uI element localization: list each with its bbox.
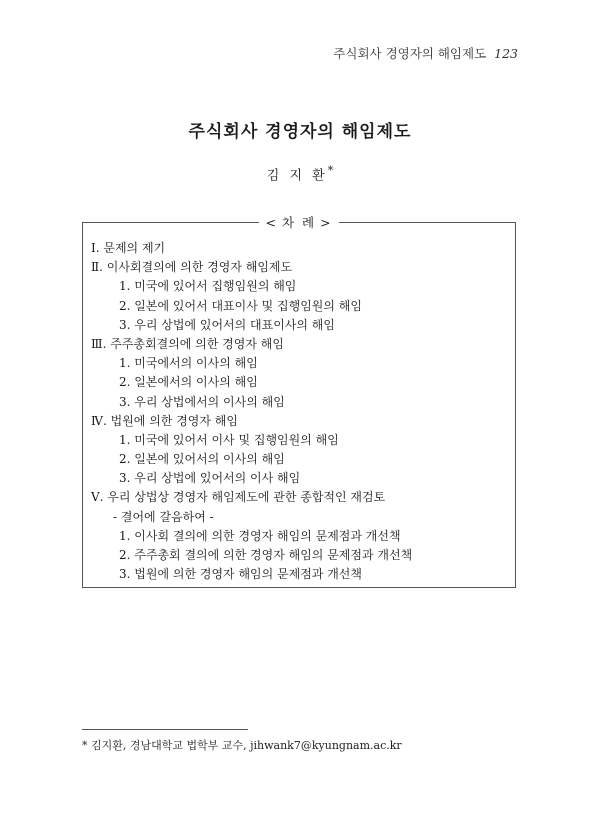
toc-subsection: 3. 우리 상법에 있어서의 이사 해임 (119, 471, 301, 486)
toc-section: Ⅴ. 우리 상법상 경영자 해임제도에 관한 종합적인 재검토 (91, 490, 386, 505)
running-head-title: 주식회사 경영자의 해임제도 (333, 46, 487, 61)
toc-subsection: 1. 이사회 결의에 의한 경영자 해임의 문제점과 개선책 (119, 528, 401, 543)
toc-caption-text (259, 215, 338, 230)
toc-subsection: 2. 일본에서의 이사의 해임 (119, 375, 258, 390)
toc-subsection: 3. 법원에 의한 경영자 해임의 문제점과 개선책 (119, 567, 362, 582)
toc-caption (83, 212, 515, 231)
footnote: * 김지환, 경남대학교 법학부 교수, jihwank7@kyungnam.ac.kr (82, 739, 402, 752)
toc-subtitle: - 결어에 갈음하여 - (113, 509, 214, 524)
toc-section: Ⅳ. 법원에 의한 경영자 해임 (91, 413, 238, 428)
toc-subsection: 3. 우리 상법에 있어서의 대표이사의 해임 (119, 317, 335, 332)
toc-subsection: 1. 미국에 있어서 집행임원의 해임 (119, 279, 297, 294)
toc-subsection: 2. 일본에 있어서 대표이사 및 집행임원의 해임 (119, 298, 362, 313)
footnote-divider (82, 729, 248, 730)
toc-caption-label: 차 례 (278, 215, 320, 230)
toc-section: Ⅰ. 문제의 제기 (91, 241, 166, 255)
toc-subsection: 1. 미국에 있어서 이사 및 집행임원의 해임 (119, 432, 339, 447)
author-name: 김 지 환 (266, 168, 328, 184)
footnote-mark: * (327, 164, 334, 177)
right-angle-icon: > (320, 215, 333, 230)
page-number: 123 (494, 46, 518, 61)
toc-subsection: 2. 일본에 있어서의 이사의 해임 (119, 452, 285, 467)
toc-section: Ⅲ. 주주총회결의에 의한 경영자 해임 (91, 336, 284, 351)
table-of-contents (82, 215, 516, 588)
left-angle-icon: < (265, 215, 278, 230)
running-head (333, 44, 518, 62)
toc-list (91, 239, 507, 584)
toc-subsection: 2. 주주총회 결의에 의한 경영자 해임의 문제점과 개선책 (119, 548, 413, 562)
toc-subsection: 3. 우리 상법에서의 이사의 해임 (119, 394, 285, 409)
toc-section: Ⅱ. 이사회결의에 의한 경영자 해임제도 (91, 260, 293, 275)
toc-subsection: 1. 미국에서의 이사의 해임 (119, 356, 258, 371)
author (0, 164, 600, 183)
article-title: 주식회사 경영자의 해임제도 (188, 122, 412, 142)
